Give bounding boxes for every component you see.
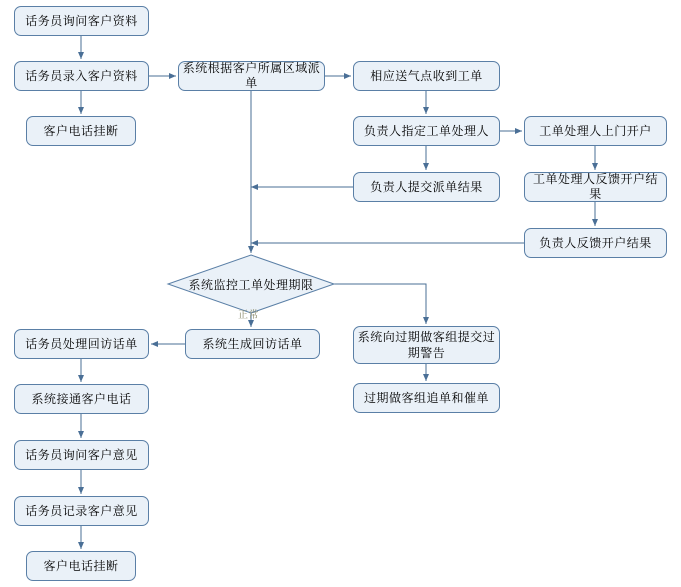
node-system-overdue-warning[interactable]: 系统向过期做客组提交过期警告 bbox=[353, 326, 500, 364]
node-manager-reports-open-result[interactable]: 负责人反馈开户结果 bbox=[524, 228, 667, 258]
node-gas-station-receives-order[interactable]: 相应送气点收到工单 bbox=[353, 61, 500, 91]
node-handler-reports-open-result[interactable]: 工单处理人反馈开户结果 bbox=[524, 172, 667, 202]
node-system-connect-customer-call[interactable]: 系统接通客户电话 bbox=[14, 384, 149, 414]
node-customer-hangup-bottom[interactable]: 客户电话挂断 bbox=[26, 551, 136, 581]
node-operator-enter-customer-info[interactable]: 话务员录入客户资料 bbox=[14, 61, 149, 91]
node-manager-submits-dispatch-result[interactable]: 负责人提交派单结果 bbox=[353, 172, 500, 202]
node-system-dispatch-by-region[interactable]: 系统根据客户所属区域派单 bbox=[178, 61, 325, 91]
edge-n11-n12 bbox=[334, 284, 426, 324]
node-handler-onsite-account-open[interactable]: 工单处理人上门开户 bbox=[524, 116, 667, 146]
node-system-generate-callback-sheet[interactable]: 系统生成回访话单 bbox=[185, 329, 320, 359]
node-overdue-group-followup[interactable]: 过期做客组追单和催单 bbox=[353, 383, 500, 413]
edge-label-normal: 正常 bbox=[238, 310, 259, 321]
node-operator-record-customer-opinion[interactable]: 话务员记录客户意见 bbox=[14, 496, 149, 526]
decision-system-monitors-deadline[interactable] bbox=[168, 255, 334, 313]
node-operator-ask-customer-opinion[interactable]: 话务员询问客户意见 bbox=[14, 440, 149, 470]
node-manager-assigns-handler[interactable]: 负责人指定工单处理人 bbox=[353, 116, 500, 146]
node-customer-hangup-top[interactable]: 客户电话挂断 bbox=[26, 116, 136, 146]
node-operator-handle-callback-sheet[interactable]: 话务员处理回访话单 bbox=[14, 329, 149, 359]
node-operator-ask-customer-info[interactable]: 话务员询问客户资料 bbox=[14, 6, 149, 36]
decision-label: 系统监控工单处理期限 bbox=[188, 277, 314, 292]
